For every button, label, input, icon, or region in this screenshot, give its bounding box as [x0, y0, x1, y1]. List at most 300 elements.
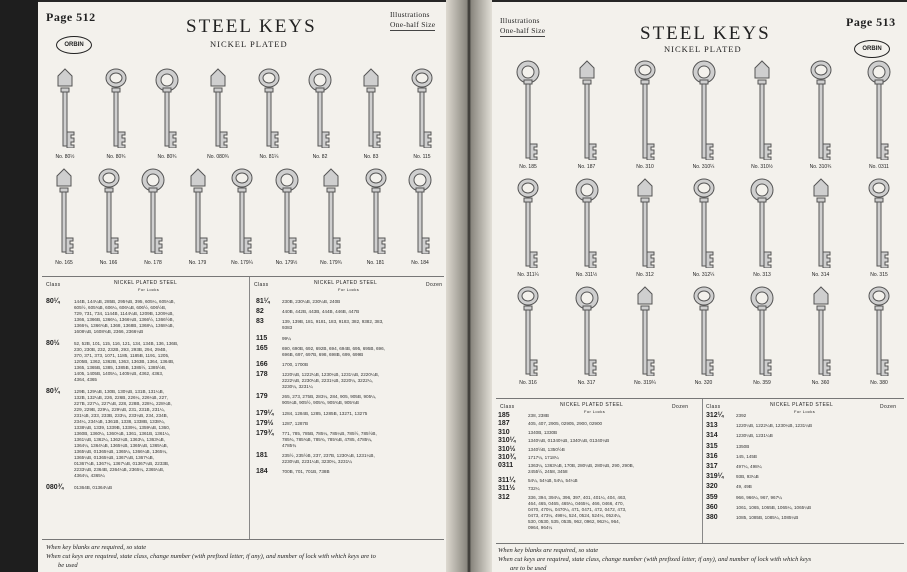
left-row1-key-5	[256, 68, 282, 148]
lock-number-line: 99¼	[282, 335, 291, 341]
lock-number-line: 238, 238B	[528, 413, 549, 418]
right-tbl-l-class-2: 187	[498, 420, 510, 428]
left-tbl-r-class-8: 179	[256, 393, 268, 401]
right-row2-key-2	[574, 178, 600, 268]
lock-number-line: 9383	[282, 325, 293, 331]
left-tbl-l-lock-numbers-3	[74, 389, 172, 479]
key-illustration	[691, 178, 717, 268]
right-tbl-l-class-4: 310¼	[498, 437, 516, 445]
lock-number-line: 1338¼B, 1339, 1339B, 1339¼, 1359¼B, 1360,	[74, 425, 171, 430]
left-row2-key-2	[96, 168, 122, 254]
lock-number-line: 265, 273, 275B, 283¼, 284, 905, 905B, 905¼,	[282, 394, 377, 400]
key-illustration	[808, 286, 834, 376]
key-illustration	[51, 168, 77, 254]
lock-number-line: 1364¼, 1364¼B, 1365¼B, 1365¼B, 1365¼B,	[74, 443, 168, 448]
left-row2-key-9	[407, 168, 433, 254]
left-row2-key-3	[140, 168, 166, 254]
col-desc-right: NICKEL PLATED STEEL	[314, 280, 378, 286]
lock-number-line: 2230¼B, 2231¼B, 3230¼, 3231¼	[282, 459, 352, 465]
key-class-table	[42, 276, 444, 540]
page-513	[492, 2, 907, 572]
key-illustration	[407, 168, 433, 254]
left-tbl-l-lock-numbers-2	[74, 341, 178, 383]
orbin-logo: ORBIN	[56, 36, 92, 54]
lock-number-line: 690, 690B, 692, 692B, 694, 694B, 695, 695B, 696,	[282, 345, 385, 351]
lock-number-line: 231¼B, 233, 233B, 233¼, 233¼B, 234, 234B,	[74, 413, 168, 418]
left-row1-key-4	[205, 68, 231, 148]
lock-number-line: 497¼, 498¼	[736, 464, 762, 469]
illustrations-note-line1: Illustrations	[390, 10, 430, 19]
left-tbl-r-class-2: 82	[256, 308, 264, 316]
lock-number-line: 52, 52B, 101, 115, 116, 121, 134, 134B, 136, 136B,	[74, 341, 179, 346]
col-class-right: Class	[706, 404, 721, 410]
left-tbl-r-lock-numbers-4	[282, 336, 291, 342]
right-tbl-r-class-8: 320	[706, 483, 718, 491]
key-label: No. 310	[636, 164, 654, 170]
lock-number-line: 2455½, 2458, 3458	[528, 469, 568, 475]
key-illustration	[574, 178, 600, 268]
page-number: Page 512	[46, 10, 96, 24]
key-label: No. 320	[694, 380, 713, 386]
lock-number-line: 2392	[736, 413, 747, 418]
lock-number-line: 229, 229B, 229¼, 229¼B, 231, 231B, 231¼,	[74, 407, 165, 412]
col-desc-right: NICKEL PLATED STEEL	[770, 402, 834, 408]
table-divider	[702, 399, 703, 543]
left-row1-key-3	[154, 68, 180, 148]
lock-number-line: 696B, 697, 697B, 698, 698B, 699, 699B	[282, 351, 364, 357]
left-row2-key-1	[51, 168, 77, 254]
footnote-line2: When cut keys are required, state class, change number (with prefixed letter, if any), and number of lock with which keys	[498, 556, 812, 563]
key-illustration	[358, 68, 384, 148]
right-tbl-r-lock-numbers-6	[736, 464, 762, 470]
lock-number-line: 785¾, 785¾B, 785¾, 785¾B, 4785, 4785¼,	[282, 437, 373, 442]
key-label: No. 115	[413, 154, 431, 160]
right-tbl-l-class-3: 310	[498, 428, 510, 436]
lock-number-line: 1365¼B, 01365¼B, 1367¼B, 1367¼B,	[74, 455, 154, 460]
key-label: No. 178	[144, 260, 162, 266]
right-row1-key-2	[574, 60, 600, 160]
right-tbl-r-lock-numbers-11	[736, 515, 798, 521]
right-tbl-r-class-4: 315	[706, 442, 718, 450]
left-row1-key-6	[307, 68, 333, 148]
col-dozen-right: Dozen	[880, 404, 897, 410]
left-tbl-l-lock-numbers-4	[74, 485, 112, 491]
right-tbl-r-class-2: 313	[706, 422, 718, 430]
key-illustration	[866, 286, 892, 376]
key-label: No. 81¼	[259, 154, 279, 160]
key-illustration	[363, 168, 389, 254]
right-row3-key-2	[574, 286, 600, 376]
key-row-2	[38, 168, 446, 272]
key-illustration	[185, 168, 211, 254]
right-tbl-r-class-9: 359	[706, 493, 718, 501]
key-label: No. 80¾	[106, 154, 126, 160]
right-tbl-r-lock-numbers-8	[736, 484, 752, 490]
key-label: No. 80½	[55, 154, 75, 160]
right-tbl-l-class-7: 0311	[498, 462, 514, 470]
left-tbl-r-class-1: 81¼	[256, 298, 270, 305]
page-subtitle: NICKEL PLATED	[210, 39, 288, 49]
right-tbl-l-class-9: 311½	[498, 485, 516, 493]
left-tbl-r-lock-numbers-1	[282, 299, 340, 305]
left-tbl-r-class-5: 165	[256, 344, 268, 352]
key-label: No. 080¾	[207, 154, 229, 160]
right-tbl-r-lock-numbers-7	[736, 474, 759, 480]
left-tbl-r-lock-numbers-6	[282, 362, 308, 368]
lock-number-line: 700B, 701, 701B, 738B	[282, 469, 330, 475]
left-row2-key-8	[363, 168, 389, 254]
col-desc-left: NICKEL PLATED STEEL	[560, 402, 624, 408]
lock-number-line: 2233¼B, 2364B, 2364¼B, 2365¼, 2365¼B,	[74, 467, 165, 472]
lock-number-line: 1366, 1366B, 1366¼, 1366¼B, 1366½, 1366½B,	[74, 317, 174, 322]
right-tbl-l-lock-numbers-1	[528, 413, 549, 419]
left-tbl-l-class-1: 80¼	[46, 298, 60, 305]
key-illustration	[691, 286, 717, 376]
key-row-2	[492, 178, 907, 284]
left-tbl-r-lock-numbers-8	[282, 394, 376, 406]
footnote-line1: When key blanks are required, so state	[498, 547, 599, 554]
left-tbl-l-lock-numbers-1	[74, 299, 175, 335]
key-illustration	[229, 168, 255, 254]
right-tbl-l-lock-numbers-4	[528, 438, 609, 444]
right-row2-key-1	[515, 178, 541, 268]
lock-number-line: 605½, 605¾B, 606¼, 606¼B, 606½, 606½B,	[74, 305, 167, 310]
col-desc-sub-left: For Locks	[584, 409, 606, 414]
lock-number-line: 01364B, 01364¼B	[74, 485, 113, 490]
right-row3-key-1	[515, 286, 541, 376]
key-label: No. 179¼	[231, 260, 253, 266]
key-label: No. 315	[870, 272, 888, 278]
key-illustration	[749, 178, 775, 268]
key-illustration	[632, 60, 658, 160]
right-tbl-r-lock-numbers-4	[736, 444, 749, 450]
left-tbl-r-lock-numbers-13	[282, 469, 330, 475]
left-tbl-l-class-3: 80¾	[46, 388, 60, 395]
key-label: No. 165	[55, 260, 73, 266]
right-row1-key-5	[749, 60, 775, 160]
key-illustration	[574, 60, 600, 160]
col-class-left: Class	[46, 282, 61, 288]
left-tbl-r-lock-numbers-10	[282, 421, 308, 427]
key-illustration	[515, 60, 541, 160]
lock-number-line: 54¼, 54¼B, 54¼, 54¼B	[528, 477, 578, 483]
right-tbl-l-lock-numbers-3	[528, 430, 557, 436]
lock-number-line: 1360B, 1360¼, 1360¼B, 1361, 1361B, 1361¼,	[74, 431, 171, 436]
key-label: No. 184	[411, 260, 429, 266]
illustrations-note-line2: One-half Size	[500, 26, 546, 35]
key-illustration	[154, 68, 180, 148]
illustrations-note	[390, 10, 435, 31]
lock-number-line: 0470, 470¼, 0470¼, 471, 0471, 472, 0472, 473,	[528, 506, 627, 512]
left-row1-key-1	[52, 68, 78, 148]
left-row2-key-4	[185, 168, 211, 254]
lock-number-line: 1363¼, 1363¼B, 170B, 280¼B, 280¼B, 290, 290B,	[528, 463, 634, 469]
footnote-line2: When cut keys are required, state class, change number (with prefixed letter, if any), and number of lock with which keys are to	[46, 553, 376, 560]
key-illustration	[632, 286, 658, 376]
col-desc-sub-right: For Locks	[338, 287, 360, 292]
orbin-logo: ORBIN	[854, 40, 890, 58]
lock-number-line: 1220¼B, 1222¼B, 1230¼B, 1231¼B	[736, 423, 813, 429]
key-row-3	[492, 286, 907, 394]
right-tbl-r-class-6: 317	[706, 463, 718, 470]
right-row2-key-5	[749, 178, 775, 268]
key-illustration	[515, 286, 541, 376]
key-label: No. 319¼	[634, 380, 656, 386]
left-row1-key-8	[409, 68, 435, 148]
left-tbl-r-lock-numbers-5	[282, 346, 385, 358]
right-row3-key-3	[632, 286, 658, 376]
lock-number-line: 0964, 964¼	[528, 524, 553, 530]
left-tbl-r-class-9: 179¼	[256, 409, 274, 417]
lock-number-line: 336, 394, 394¼, 396, 397, 401, 401¼, 404, 463,	[528, 494, 627, 500]
lock-number-line: 530, 0530, 535, 0535, 962, 0962, 962¼, 964,	[528, 518, 620, 524]
right-tbl-l-lock-numbers-7	[528, 463, 634, 475]
right-tbl-r-class-1: 312¼	[706, 412, 724, 419]
col-desc-sub-left: For Locks	[138, 287, 160, 292]
right-row1-key-6	[808, 60, 834, 160]
right-tbl-r-lock-numbers-3	[736, 433, 773, 439]
right-tbl-r-lock-numbers-2	[736, 423, 812, 429]
left-tbl-r-lock-numbers-12	[282, 453, 375, 465]
lock-number-line: 230, 230B, 232, 232B, 293, 293B, 294, 294B,	[74, 347, 167, 352]
right-tbl-r-class-7: 319¼	[706, 473, 724, 481]
right-tbl-r-class-5: 316	[706, 452, 718, 460]
lock-number-line: 370, 371, 373, 1071, 1185, 1185B, 1191, 1205,	[74, 353, 170, 358]
footnote	[498, 546, 903, 572]
lock-number-line: 1365¼B, 01365¼B, 1365¼, 1366¼B, 1365¼,	[74, 449, 168, 454]
left-tbl-l-class-4: 080¾	[46, 484, 64, 491]
key-illustration	[749, 286, 775, 376]
left-tbl-r-class-3: 83	[256, 318, 264, 326]
page-subtitle: NICKEL PLATED	[664, 44, 742, 54]
key-illustration	[515, 178, 541, 268]
lock-number-line: 1361¼B, 1362¼, 1362¼B, 1363¼, 1363¼B,	[74, 437, 165, 442]
key-label: No. 312¼	[692, 272, 715, 278]
key-label: No. 179¾	[320, 260, 342, 266]
lock-number-line: 1717¼, 1718¼	[528, 455, 559, 460]
right-tbl-r-lock-numbers-9	[736, 495, 782, 501]
left-row2-key-6	[274, 168, 300, 254]
page-title: STEEL KEYS	[186, 16, 317, 37]
right-row1-key-7	[866, 60, 892, 160]
col-class-right: Class	[254, 282, 269, 288]
footnote-line1: When key blanks are required, so state	[46, 544, 147, 551]
key-label: No. 359	[753, 380, 771, 386]
left-row1-key-7	[358, 68, 384, 148]
key-label: No. 181	[366, 260, 385, 266]
lock-number-line: 1205B, 1362, 1362B, 1363, 1363B, 1364, 1364B,	[74, 359, 175, 364]
lock-number-line: 49, 49B	[736, 484, 752, 490]
lock-number-line: 230B, 230¼B, 230¼B, 240B	[282, 299, 341, 304]
page-number: Page 513	[846, 15, 896, 29]
lock-number-line: 771, 785, 785B, 785¼, 785¼B, 785½, 785½B,	[282, 431, 377, 436]
key-label: No. 314	[811, 272, 830, 278]
lock-number-line: 1366¾, 1366¾B, 1368, 1368B, 1368¼, 1368¼B,	[74, 323, 174, 328]
key-label: No. 313	[753, 272, 771, 278]
right-tbl-l-lock-numbers-5	[528, 447, 565, 453]
left-tbl-r-class-7: 178	[256, 371, 268, 379]
key-label: No. 185	[519, 164, 537, 170]
right-row3-key-4	[691, 286, 717, 376]
illustrations-note-line1: Illustrations	[500, 16, 540, 25]
right-row3-key-7	[866, 286, 892, 376]
key-label: No. 82	[312, 154, 328, 160]
lock-number-line: 440B, 442B, 443B, 444B, 446B, 447B	[282, 309, 360, 315]
lock-number-line: 227B, 227¼, 227¼B, 228, 228B, 228¼, 228¼B,	[74, 401, 172, 406]
left-tbl-r-lock-numbers-3	[282, 319, 383, 331]
right-tbl-l-lock-numbers-9	[528, 486, 540, 492]
lock-number-line: 905¼B, 905½, 905¾, 905¾B, 905¾B	[282, 400, 359, 406]
right-tbl-l-class-8: 311¼	[498, 476, 516, 484]
page-title: STEEL KEYS	[640, 23, 771, 44]
table-divider	[249, 277, 250, 539]
lock-number-line: 93B, 93¼B	[736, 474, 759, 480]
lock-number-line: 1608¼B, 1608¾B, 2366, 2366¼B	[74, 329, 144, 334]
key-label: No. 310¼	[692, 164, 715, 170]
left-tbl-r-lock-numbers-2	[282, 309, 359, 315]
lock-number-line: 1230¼B, 1231¼B	[736, 433, 773, 439]
key-label: No. 80¾	[157, 154, 177, 160]
lock-number-line: 405, 407, 2905, 02905, 2900, 02900	[528, 421, 603, 427]
col-dozen: Dozen	[426, 282, 443, 288]
right-row2-key-4	[691, 178, 717, 268]
lock-number-line: 235½, 235½B, 237, 237B, 1230¼B, 1231¼B,	[282, 453, 375, 459]
right-row1-key-3	[632, 60, 658, 160]
key-label: No. 310½	[751, 164, 773, 170]
key-illustration	[632, 178, 658, 268]
left-tbl-r-class-4: 115	[256, 334, 268, 342]
key-illustration	[749, 60, 775, 160]
key-row-1	[38, 68, 446, 168]
key-illustration	[96, 168, 122, 254]
left-tbl-r-class-13: 184	[256, 468, 268, 476]
footnote	[46, 543, 446, 570]
lock-number-line: 729, 731, 734, 1144B, 1144¼B, 1209B, 1209¼B,	[74, 311, 174, 316]
lock-number-line: 132B, 132¼B, 226, 226B, 226¼, 226¼B, 227,	[74, 395, 168, 400]
footnote-line3: are to be used	[510, 565, 547, 572]
key-label: No. 360	[811, 380, 830, 386]
left-tbl-l-class-2: 80½	[46, 340, 60, 347]
lock-number-line: 1405, 1405B, 1405¼, 1405¼B, 4362, 4363,	[74, 371, 164, 376]
lock-number-line: 234¼, 234¼B, 1361B, 1338, 1338B, 1338¼,	[74, 419, 165, 424]
lock-number-line: 1340B, 1330B	[528, 429, 558, 435]
lock-number-line: 1340¼B, 01340¼B, 1340¼B, 01340¼B	[528, 438, 610, 444]
left-tbl-r-lock-numbers-7	[282, 372, 379, 390]
lock-number-line: 732¼	[528, 486, 540, 492]
lock-number-line: 1220¼B, 1222¼B, 1230¼B, 1231¼B, 2220¼B,	[282, 372, 380, 378]
key-illustration	[52, 68, 78, 148]
key-illustration	[256, 68, 282, 148]
lock-number-line: 145, 145B	[736, 453, 757, 459]
right-tbl-l-lock-numbers-6	[528, 455, 559, 461]
right-tbl-l-lock-numbers-10	[528, 495, 626, 531]
key-label: No. 179	[188, 260, 207, 266]
key-illustration	[866, 178, 892, 268]
lock-number-line: 1284, 1284B, 1285, 1285B, 13271, 13275	[282, 410, 368, 416]
right-row2-key-7	[866, 178, 892, 268]
key-label: No. 187	[577, 164, 596, 170]
key-row-1	[492, 60, 907, 176]
illustrations-note	[500, 16, 545, 37]
key-illustration	[808, 60, 834, 160]
key-label: No. 380	[870, 380, 888, 386]
lock-number-line: 144B, 144¼B, 285B, 295¾B, 395, 605¼, 605¼B,	[74, 299, 175, 304]
right-row3-key-5	[749, 286, 775, 376]
lock-number-line: 4364, 4365	[74, 377, 97, 382]
col-class-left: Class	[500, 404, 515, 410]
right-tbl-r-class-10: 360	[706, 503, 718, 511]
key-label: No. 311½	[575, 272, 598, 278]
right-tbl-l-class-6: 310¾	[498, 454, 516, 461]
key-label: No. 312	[636, 272, 654, 278]
lock-number-line: 1085, 1085B, 1085¼, 1085¼B	[736, 515, 799, 520]
right-tbl-l-lock-numbers-8	[528, 478, 578, 484]
left-tbl-r-class-11: 179¾	[256, 430, 274, 437]
left-row1-key-2	[103, 68, 129, 148]
footnote-line3: be used	[58, 562, 78, 569]
key-illustration	[205, 68, 231, 148]
page-512	[38, 2, 446, 572]
key-illustration	[409, 68, 435, 148]
lock-number-line: 1700, 1700B	[282, 362, 309, 367]
left-tbl-r-class-6: 166	[256, 361, 268, 368]
key-illustration	[274, 168, 300, 254]
col-dozen-left: Dozen	[672, 404, 689, 410]
lock-number-line: 2222¼B, 2230¼B, 2231¼B, 3220¼, 3222¼,	[282, 378, 373, 384]
left-row2-key-7	[318, 168, 344, 254]
illustrations-note-line2: One-half Size	[390, 20, 436, 29]
right-tbl-r-class-11: 380	[706, 514, 718, 521]
lock-number-line: 4785¾	[282, 443, 297, 448]
key-illustration	[866, 60, 892, 160]
right-row3-key-6	[808, 286, 834, 376]
key-illustration	[808, 178, 834, 268]
right-tbl-l-lock-numbers-2	[528, 421, 602, 427]
lock-number-line: 129B, 129¼B, 130B, 130¼B, 131B, 131¼B,	[74, 389, 164, 394]
lock-number-line: 3230¼, 3231¼	[282, 384, 313, 390]
key-label: No. 166	[99, 260, 118, 266]
key-label: No. 179½	[275, 260, 298, 266]
key-illustration	[140, 168, 166, 254]
key-label: No. 316	[519, 380, 537, 386]
key-label: No. 83	[363, 154, 379, 160]
key-illustration	[307, 68, 333, 148]
lock-number-line: 139, 139B, 181, 9181, 183, 9183, 382, 9382, 383,	[282, 319, 384, 325]
lock-number-line: 0473, 473¼, 498¼, 524, 0524, 524¼, 0524¼,	[528, 512, 622, 518]
right-row1-key-1	[515, 60, 541, 160]
col-desc-left: NICKEL PLATED STEEL	[114, 280, 178, 286]
lock-number-line: 4364¼, 4365¼	[74, 473, 105, 478]
key-label: No. 310¾	[809, 164, 832, 170]
right-row1-key-4	[691, 60, 717, 160]
key-illustration	[318, 168, 344, 254]
left-tbl-r-lock-numbers-9	[282, 411, 367, 417]
key-label: No. 317	[577, 380, 596, 386]
left-tbl-r-class-12: 181	[256, 452, 268, 460]
lock-number-line: 01367¼B, 1367¼, 1367¼B, 01367¼B, 2233B,	[74, 461, 170, 466]
key-illustration	[691, 60, 717, 160]
right-tbl-r-class-3: 314	[706, 432, 718, 440]
key-illustration	[103, 68, 129, 148]
right-tbl-r-lock-numbers-1	[736, 413, 746, 419]
lock-number-line: 1350B	[736, 443, 750, 449]
right-tbl-l-class-5: 310½	[498, 445, 516, 453]
col-desc-sub-right: For Locks	[794, 409, 816, 414]
key-class-table	[496, 398, 904, 544]
key-label: No. 311¼	[517, 272, 539, 278]
right-tbl-r-lock-numbers-5	[736, 454, 757, 460]
book-gutter	[446, 0, 492, 572]
